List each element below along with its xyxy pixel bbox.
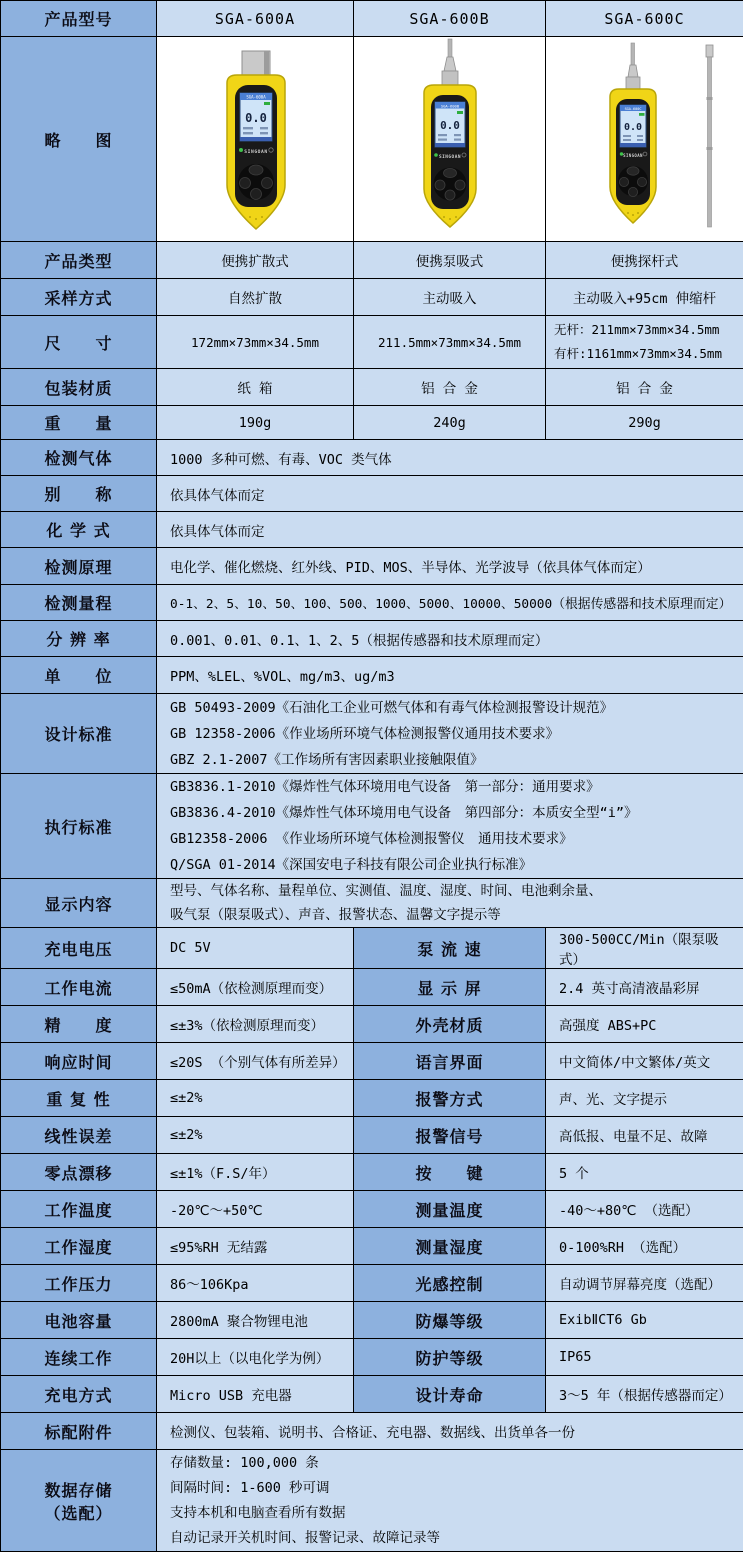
spec-row	[1, 969, 743, 1006]
cell-value	[157, 879, 743, 928]
spec-value-right: 中文简体/中文繁体/英文	[546, 1043, 743, 1080]
cell-value: 0.001、0.01、0.1、1、2、5（根据传感器和技术原理而定）	[157, 621, 743, 657]
spec-label-right: 外壳材质	[354, 1006, 546, 1043]
spec-label-right: 报警信号	[354, 1117, 546, 1154]
device-screen-value: 0.0	[245, 111, 267, 125]
cell-value: 172mm×73mm×34.5mm	[157, 316, 354, 369]
spec-label-left: 线性误差	[1, 1117, 157, 1154]
standard-line: GBZ 2.1-2007《工作场所有害因素职业接触限值》	[170, 747, 737, 773]
photo-cell-b	[354, 37, 546, 242]
cell-value: 0-1、2、5、10、50、100、500、1000、5000、10000、50000（根据传感器和技术原理而定）	[157, 585, 743, 621]
cell-value: 铝 合 金	[354, 369, 546, 406]
spec-label-left: 响应时间	[1, 1043, 157, 1080]
spec-label-left: 充电方式	[1, 1376, 157, 1413]
spec-row	[1, 1339, 743, 1376]
spec-label-right: 报警方式	[354, 1080, 546, 1117]
cell-value: 主动吸入+95cm 伸缩杆	[546, 279, 743, 316]
spec-label-right: 按 键	[354, 1154, 546, 1191]
header-row	[1, 1, 743, 37]
spec-label-left: 工作温度	[1, 1191, 157, 1228]
cell-value: 便携扩散式	[157, 242, 354, 279]
row-label: 检测量程	[1, 585, 157, 621]
sketch-label: 略 图	[1, 37, 157, 242]
cell-value	[157, 694, 743, 774]
cell-value: 依具体气体而定	[157, 512, 743, 548]
spec-value-right: ExibⅡCT6 Gb	[546, 1302, 743, 1339]
spec-label-left: 零点漂移	[1, 1154, 157, 1191]
row-product-type	[1, 242, 743, 279]
photo-cell-c	[546, 37, 743, 242]
row-design-standards	[1, 694, 743, 774]
cell-value: 铝 合 金	[546, 369, 743, 406]
spec-value-right: 声、光、文字提示	[546, 1080, 743, 1117]
spec-value-left: ≤50mA（依检测原理而变）	[157, 969, 354, 1006]
storage-line: 自动记录开关机时间、报警记录、故障记录等	[170, 1526, 737, 1551]
spec-value-right: 2.4 英寸高清液晶彩屏	[546, 969, 743, 1006]
cell-value: 检测仪、包装箱、说明书、合格证、充电器、数据线、出货单各一份	[157, 1413, 743, 1450]
spec-row	[1, 1376, 743, 1413]
cell-value: 240g	[354, 406, 546, 440]
row-label: 包装材质	[1, 369, 157, 406]
spec-value-right: 300-500CC/Min（限泵吸式）	[546, 928, 743, 969]
row-label: 检测气体	[1, 440, 157, 476]
cell-value: 便携泵吸式	[354, 242, 546, 279]
spec-label-right: 测量湿度	[354, 1228, 546, 1265]
sketch-row	[1, 37, 743, 242]
row-sampling	[1, 279, 743, 316]
row-dimensions	[1, 316, 743, 369]
standard-line: GB3836.1-2010《爆炸性气体环境用电气设备 第一部分：通用要求》	[170, 774, 737, 800]
spec-value-left: -20℃～+50℃	[157, 1191, 354, 1228]
spec-value-right: 3～5 年（根据传感器而定）	[546, 1376, 743, 1413]
spec-value-left: ≤±3%（依检测原理而变）	[157, 1006, 354, 1043]
storage-line: 存储数量: 100,000 条	[170, 1451, 737, 1476]
cell-value: 纸 箱	[157, 369, 354, 406]
row-accessories	[1, 1413, 743, 1450]
spec-label-left: 重 复 性	[1, 1080, 157, 1117]
row-label: 尺 寸	[1, 316, 157, 369]
device-screen-value: 0.0	[440, 119, 460, 132]
cell-value	[546, 316, 743, 369]
spec-value-right: 高低报、电量不足、故障	[546, 1117, 743, 1154]
row-gases	[1, 440, 743, 476]
row-label: 检测原理	[1, 548, 157, 585]
spec-label-right: 测量温度	[354, 1191, 546, 1228]
row-units	[1, 657, 743, 694]
row-alias	[1, 476, 743, 512]
cell-value: 主动吸入	[354, 279, 546, 316]
spec-label-left: 工作压力	[1, 1265, 157, 1302]
spec-row	[1, 1006, 743, 1043]
device-brand: SINGOAN	[623, 153, 643, 158]
spec-row	[1, 928, 743, 969]
spec-value-left: ≤20S （个别气体有所差异）	[157, 1043, 354, 1080]
cell-value: 便携探杆式	[546, 242, 743, 279]
spec-value-right: 0-100%RH （选配）	[546, 1228, 743, 1265]
spec-row	[1, 1191, 743, 1228]
storage-label-line: （选配）	[1, 1501, 156, 1524]
spec-label-right: 防爆等级	[354, 1302, 546, 1339]
row-formula	[1, 512, 743, 548]
row-range	[1, 585, 743, 621]
row-label: 执行标准	[1, 774, 157, 879]
spec-label-left: 连续工作	[1, 1339, 157, 1376]
cell-value: 1000 多种可燃、有毒、VOC 类气体	[157, 440, 743, 476]
device-screen-model: SGA-600A	[246, 95, 266, 100]
standard-line: GB3836.4-2010《爆炸性气体环境用电气设备 第四部分：本质安全型“i”》	[170, 800, 737, 826]
device-photo-sga-600c	[546, 37, 743, 237]
spec-row	[1, 1302, 743, 1339]
row-display-content	[1, 879, 743, 928]
dimension-line: 无杆：211mm×73mm×34.5mm	[554, 318, 743, 342]
row-packaging	[1, 369, 743, 406]
row-label: 采样方式	[1, 279, 157, 316]
spec-row	[1, 1265, 743, 1302]
model-name-a: SGA-600A	[157, 1, 354, 37]
device-screen-model: SGA-600C	[625, 107, 642, 111]
spec-label-left: 精 度	[1, 1006, 157, 1043]
device-photo-sga-600b	[354, 37, 546, 237]
display-line: 型号、气体名称、量程单位、实测值、温度、湿度、时间、电池剩余量、	[170, 879, 737, 903]
spec-label-left: 电池容量	[1, 1302, 157, 1339]
spec-value-left: ≤±2%	[157, 1117, 354, 1154]
spec-value-right: 自动调节屏幕亮度（选配）	[546, 1265, 743, 1302]
row-label: 分 辨 率	[1, 621, 157, 657]
row-data-storage	[1, 1450, 743, 1552]
cell-value: 依具体气体而定	[157, 476, 743, 512]
spec-label-right: 设计寿命	[354, 1376, 546, 1413]
device-brand: SINGOAN	[244, 149, 268, 155]
spec-label-right: 防护等级	[354, 1339, 546, 1376]
spec-row	[1, 1228, 743, 1265]
standard-line: GB12358-2006 《作业场所环境气体检测报警仪 通用技术要求》	[170, 826, 737, 852]
storage-line: 间隔时间: 1-600 秒可调	[170, 1476, 737, 1501]
display-line: 吸气泵（限泵吸式）、声音、报警状态、温馨文字提示等	[170, 903, 737, 927]
model-name-c: SGA-600C	[546, 1, 743, 37]
row-principle	[1, 548, 743, 585]
row-label: 设计标准	[1, 694, 157, 774]
row-label	[1, 1450, 157, 1552]
row-label: 化 学 式	[1, 512, 157, 548]
cell-value	[157, 774, 743, 879]
storage-label-line: 数据存储	[1, 1478, 156, 1501]
spec-row	[1, 1117, 743, 1154]
spec-label-right: 语言界面	[354, 1043, 546, 1080]
header-label: 产品型号	[1, 1, 157, 37]
spec-row	[1, 1043, 743, 1080]
cell-value: 211.5mm×73mm×34.5mm	[354, 316, 546, 369]
cell-value: PPM、%LEL、%VOL、mg/m3、ug/m3	[157, 657, 743, 694]
spec-value-left: Micro USB 充电器	[157, 1376, 354, 1413]
row-weight	[1, 406, 743, 440]
spec-value-right: IP65	[546, 1339, 743, 1376]
spec-label-right: 光感控制	[354, 1265, 546, 1302]
cell-value: 190g	[157, 406, 354, 440]
spec-label-left: 工作电流	[1, 969, 157, 1006]
standard-line: GB 50493-2009《石油化工企业可燃气体和有毒气体检测报警设计规范》	[170, 695, 737, 721]
model-name-b: SGA-600B	[354, 1, 546, 37]
spec-label-left: 充电电压	[1, 928, 157, 969]
device-photo-sga-600a	[157, 37, 354, 237]
row-label: 显示内容	[1, 879, 157, 928]
spec-value-left: 20H以上（以电化学为例）	[157, 1339, 354, 1376]
device-screen-value: 0.0	[624, 122, 642, 133]
spec-value-right: 高强度 ABS+PC	[546, 1006, 743, 1043]
spec-value-right: -40～+80℃ （选配）	[546, 1191, 743, 1228]
device-brand: SINGOAN	[439, 154, 461, 160]
row-label: 产品类型	[1, 242, 157, 279]
spec-value-right: 5 个	[546, 1154, 743, 1191]
device-screen-model: SGA-600B	[441, 103, 460, 108]
spec-row	[1, 1154, 743, 1191]
spec-value-left: ≤95%RH 无结露	[157, 1228, 354, 1265]
spec-row	[1, 1080, 743, 1117]
spec-label-left: 工作湿度	[1, 1228, 157, 1265]
spec-value-left: ≤±2%	[157, 1080, 354, 1117]
storage-line: 支持本机和电脑查看所有数据	[170, 1501, 737, 1526]
spec-label-right: 泵 流 速	[354, 928, 546, 969]
spec-value-left: 2800mA 聚合物锂电池	[157, 1302, 354, 1339]
cell-value: 290g	[546, 406, 743, 440]
photo-cell-a	[157, 37, 354, 242]
spec-value-left: ≤±1%（F.S/年）	[157, 1154, 354, 1191]
spec-value-left: DC 5V	[157, 928, 354, 969]
row-exec-standards	[1, 774, 743, 879]
spec-value-left: 86～106Kpa	[157, 1265, 354, 1302]
cell-value: 电化学、催化燃烧、红外线、PID、MOS、半导体、光学波导（依具体气体而定）	[157, 548, 743, 585]
dimension-line: 有杆:1161mm×73mm×34.5mm	[554, 342, 743, 366]
standard-line: Q/SGA 01-2014《深国安电子科技有限公司企业执行标准》	[170, 852, 737, 878]
standard-line: GB 12358-2006《作业场所环境气体检测报警仪通用技术要求》	[170, 721, 737, 747]
row-label: 重 量	[1, 406, 157, 440]
row-resolution	[1, 621, 743, 657]
row-label: 单 位	[1, 657, 157, 694]
cell-value: 自然扩散	[157, 279, 354, 316]
spec-label-right: 显 示 屏	[354, 969, 546, 1006]
row-label: 标配附件	[1, 1413, 157, 1450]
cell-value	[157, 1450, 743, 1552]
row-label: 别 称	[1, 476, 157, 512]
